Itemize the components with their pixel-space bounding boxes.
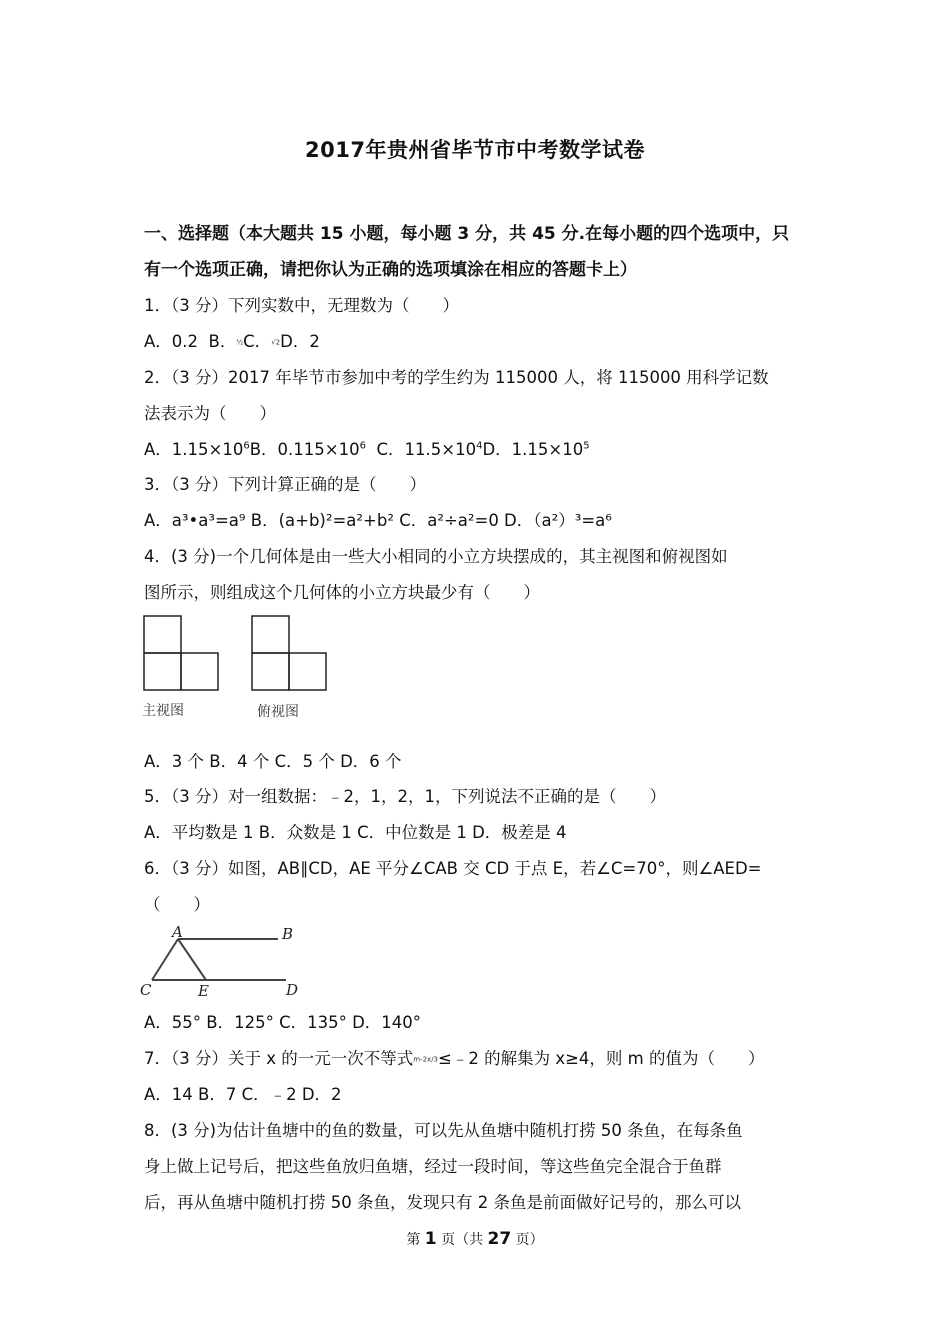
front-view-grid xyxy=(144,616,218,690)
point-b-label: B xyxy=(282,925,294,943)
q7-stem-pre: 7．（3 分）关于 x 的一元一次不等式 xyxy=(144,1049,414,1068)
question-2-stem-line2: 法表示为（ ） xyxy=(144,404,276,423)
point-e-label: E xyxy=(198,982,209,1000)
q2-option-c: C．11.5×10 xyxy=(376,440,477,459)
q2-option-b: B．0.115×10 xyxy=(249,440,360,459)
footer-pre: 第 xyxy=(406,1232,425,1248)
question-4-options: A．3 个 B．4 个 C．5 个 D．6 个 xyxy=(144,752,402,771)
question-6-stem-line1: 6．（3 分）如图，AB∥CD，AE 平分∠CAB 交 CD 于点 E，若∠C=70°，则∠AED= xyxy=(144,859,762,878)
point-c-label: C xyxy=(140,981,152,999)
question-5-stem: 5．（3 分）对一组数据：﹣2，1，2，1，下列说法不正确的是（ ） xyxy=(144,787,666,806)
question-7-options: A．14 B．7 C．﹣2 D．2 xyxy=(144,1085,342,1104)
q2-exp-b: 6 xyxy=(359,440,366,452)
q1-option-c: C． xyxy=(243,332,272,351)
question-8-line1: 8．(3 分)为估计鱼塘中的鱼的数量，可以先从鱼塘中随机打捞 50 条鱼，在每条鱼 xyxy=(144,1121,743,1140)
page-footer xyxy=(0,1229,950,1249)
question-2-options xyxy=(144,438,590,462)
q7-stem-post: ≤﹣2 的解集为 x≥4，则 m 的值为（ ） xyxy=(438,1049,765,1068)
footer-post: 页） xyxy=(511,1232,544,1248)
page-title: 2017年贵州省毕节市中考数学试卷 xyxy=(305,138,645,162)
point-a-label: A xyxy=(172,923,183,941)
question-1-options xyxy=(144,330,320,355)
question-2-stem-line1: 2．（3 分）2017 年毕节市参加中考的学生约为 115000 人，将 115000 用科学记数 xyxy=(144,368,769,387)
question-8-line3: 后，再从鱼塘中随机打捞 50 条鱼，发现只有 2 条鱼是前面做好记号的，那么可以 xyxy=(144,1193,741,1212)
q1-option-a: A．0.2 xyxy=(144,332,199,351)
question-1-stem: 1．（3 分）下列实数中，无理数为（ ） xyxy=(144,296,459,315)
footer-mid: 页（共 xyxy=(436,1232,488,1248)
question-6-options: A．55° B．125° C．135° D．140° xyxy=(144,1013,422,1032)
section-heading-line1: 一、选择题（本大题共 15 小题，每小题 3 分，共 45 分.在每小题的四个选项中，只 xyxy=(144,224,790,244)
question-6-stem-line2: （ ） xyxy=(144,895,210,914)
q2-exp-c: 4 xyxy=(476,440,483,452)
question-3-options: A．a³•a³=a⁹ B．(a+b)²=a²+b² C．a²÷a²=0 D．（a²）³=a⁶ xyxy=(144,511,612,530)
segment-ae xyxy=(178,939,206,980)
section-heading-line2: 有一个选项正确，请把你认为正确的选项填涂在相应的答题卡上） xyxy=(144,260,637,280)
q1-option-d: D．2 xyxy=(280,332,320,351)
q1-fraction: ½ xyxy=(236,338,244,347)
footer-total-pages: 27 xyxy=(487,1229,512,1249)
top-view-label: 俯视图 xyxy=(257,704,299,720)
top-view-grid xyxy=(252,616,326,690)
q6-parallel-lines-figure xyxy=(138,922,308,1002)
q2-option-d: D．1.15×10 xyxy=(482,440,584,459)
question-7-stem xyxy=(144,1047,764,1072)
question-8-line2: 身上做上记号后，把这些鱼放归鱼塘，经过一段时间，等这些鱼完全混合于鱼群 xyxy=(144,1157,722,1176)
footer-page-number: 1 xyxy=(424,1229,437,1249)
question-4-stem-line1: 4．(3 分)一个几何体是由一些大小相同的小立方块摆成的，其主视图和俯视图如 xyxy=(144,547,728,566)
q2-exp-d: 5 xyxy=(583,440,590,452)
q1-option-b: B． xyxy=(208,332,237,351)
question-3-stem: 3．（3 分）下列计算正确的是（ ） xyxy=(144,475,426,494)
q7-fraction: m-2x/3 xyxy=(413,1055,439,1064)
point-d-label: D xyxy=(286,981,299,999)
q2-exp-a: 6 xyxy=(243,440,250,452)
front-view-label: 主视图 xyxy=(142,703,184,719)
q2-option-a: A．1.15×10 xyxy=(144,440,244,459)
question-5-options: A．平均数是 1 B．众数是 1 C．中位数是 1 D．极差是 4 xyxy=(144,823,567,842)
q1-sqrt: √2 xyxy=(271,338,281,347)
question-4-stem-line2: 图所示，则组成这个几何体的小立方块最少有（ ） xyxy=(144,583,540,602)
segment-ac xyxy=(152,939,178,980)
